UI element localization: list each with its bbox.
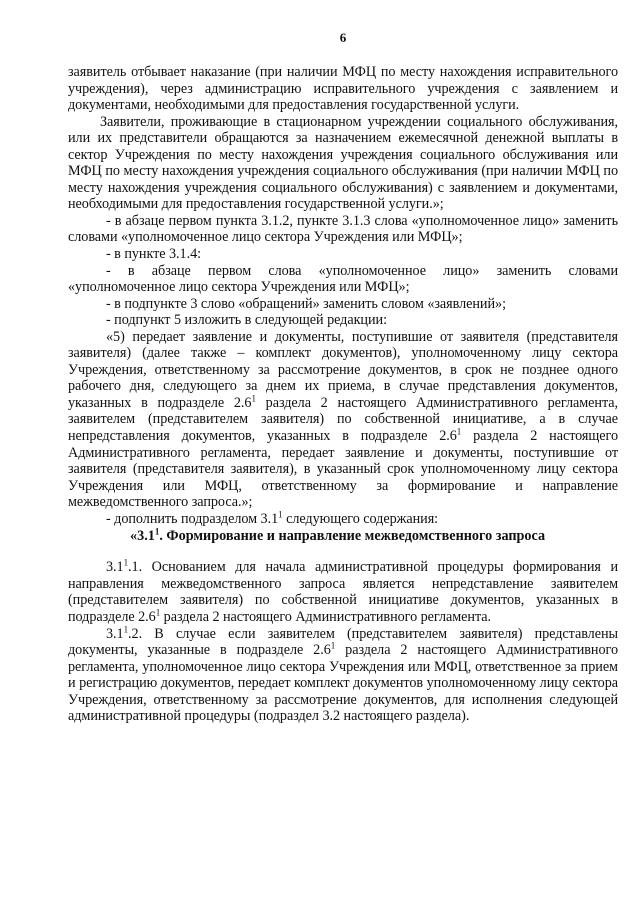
section-heading — [68, 527, 618, 545]
section-heading-part-b: . Формирование и направление межведомственного запроса — [159, 528, 546, 545]
paragraph-5: - в абзаце первом слова «уполномоченное лицо» заменить словами «уполномоченное лицо сектора Учреждения или МФЦ»; — [68, 262, 618, 296]
paragraph-8 — [68, 329, 618, 511]
paragraph-11-part-c: раздела 2 настоящего Административного регламента, уполномоченное лицо сектора Учреждения или МФЦ, ответственное за прием и регистрацию документов, передает комплект документов уполномоченному лицу сектора Учреждения, ответственному за рассмотрение документов, для исполнения следующей административной процедуры (подраздел 3.2 настоящего раздела). — [68, 642, 618, 725]
paragraph-10-part-c: раздела 2 настоящего Административного регламента. — [160, 608, 492, 625]
superscript-1: 1 — [154, 526, 160, 537]
superscript-1: 1 — [251, 393, 256, 404]
superscript-1: 1 — [330, 640, 336, 651]
paragraph-10-part-a: 3.1 — [106, 559, 124, 576]
paragraph-10 — [68, 559, 618, 625]
paragraph-1: заявитель отбывает наказание (при наличии МФЦ по месту нахождения исправительного учреждения), через администрацию исправительного учреждения с заявлением и документами, необходимыми для предоставления государственной услуги. — [68, 64, 618, 114]
paragraph-11-part-a: 3.1 — [106, 625, 124, 642]
superscript-1: 1 — [278, 509, 283, 520]
page-number: 6 — [339, 30, 347, 45]
superscript-1: 1 — [123, 557, 129, 568]
paragraph-3: - в абзаце первом пункта 3.1.2, пункте 3.1.3 слова «уполномоченное лицо» заменить словами «уполномоченное лицо сектора Учреждения или МФЦ»; — [68, 212, 618, 246]
paragraph-4: - в пункте 3.1.4: — [106, 246, 202, 263]
paragraph-8-part-b: раздела 2 настоящего Административного регламента, заявителем (представителем заявителя) по собственной инициативе, а в случае непредставления документов, указанных в подразделе 2.6 — [68, 394, 619, 445]
paragraph-11-part-b: .2. В случае если заявителем (представителем заявителя) представлены документы, указанные в подразделе 2.6 — [68, 625, 618, 659]
paragraph-8-part-c: раздела 2 настоящего Административного регламента, передает заявление и документы, поступившие от заявителя (представителя заявителя), в указанный срок уполномоченному лицу сектора Учреждения или МФЦ, ответственному за формирование и направление межведомственного запроса.»; — [68, 428, 618, 511]
superscript-1: 1 — [155, 607, 161, 618]
paragraph-10-part-b: .1. Основанием для начала административной процедуры формирования и направления межведомственного запроса является непредставление заявителем (представителем заявителя) по собственной инициативе документов, указанных в подразделе 2.6 — [68, 559, 618, 625]
paragraph-9 — [68, 511, 618, 528]
paragraph-6: - в подпункте 3 слово «обращений» заменить словом «заявлений»; — [106, 295, 506, 312]
paragraph-2: Заявители, проживающие в стационарном учреждении социального обслуживания, или их представители обращаются за назначением ежемесячной денежной выплаты в сектор Учреждения по месту нахождения учреждения социального обслуживания или МФЦ по месту нахождения учреждения социального обслуживания (при наличии МФЦ по месту нахождения учреждения социального обслуживания) с заявлением и документами, необходимыми для предоставления государственной услуги.»; — [68, 113, 618, 213]
paragraph-9-part-b: следующего содержания: — [282, 510, 439, 527]
paragraph-7: - подпункт 5 изложить в следующей редакции: — [106, 312, 387, 329]
superscript-1: 1 — [123, 623, 129, 634]
paragraph-8-part-a: «5) передает заявление и документы, поступившие от заявителя (представителя заявителя) (далее также – комплект документов), уполномоченному лицу сектора Учреждения, ответственному за рассмотрение документов, в срок не позднее одного рабочего дня, следующего за днем их приема, в случае представления документов, указанных в подразделе 2.6 — [68, 328, 618, 411]
superscript-1: 1 — [456, 426, 462, 437]
paragraph-11 — [68, 623, 618, 725]
section-heading-part-a: «3.1 — [130, 528, 155, 545]
paragraph-9-part-a: - дополнить подразделом 3.1 — [106, 510, 279, 527]
